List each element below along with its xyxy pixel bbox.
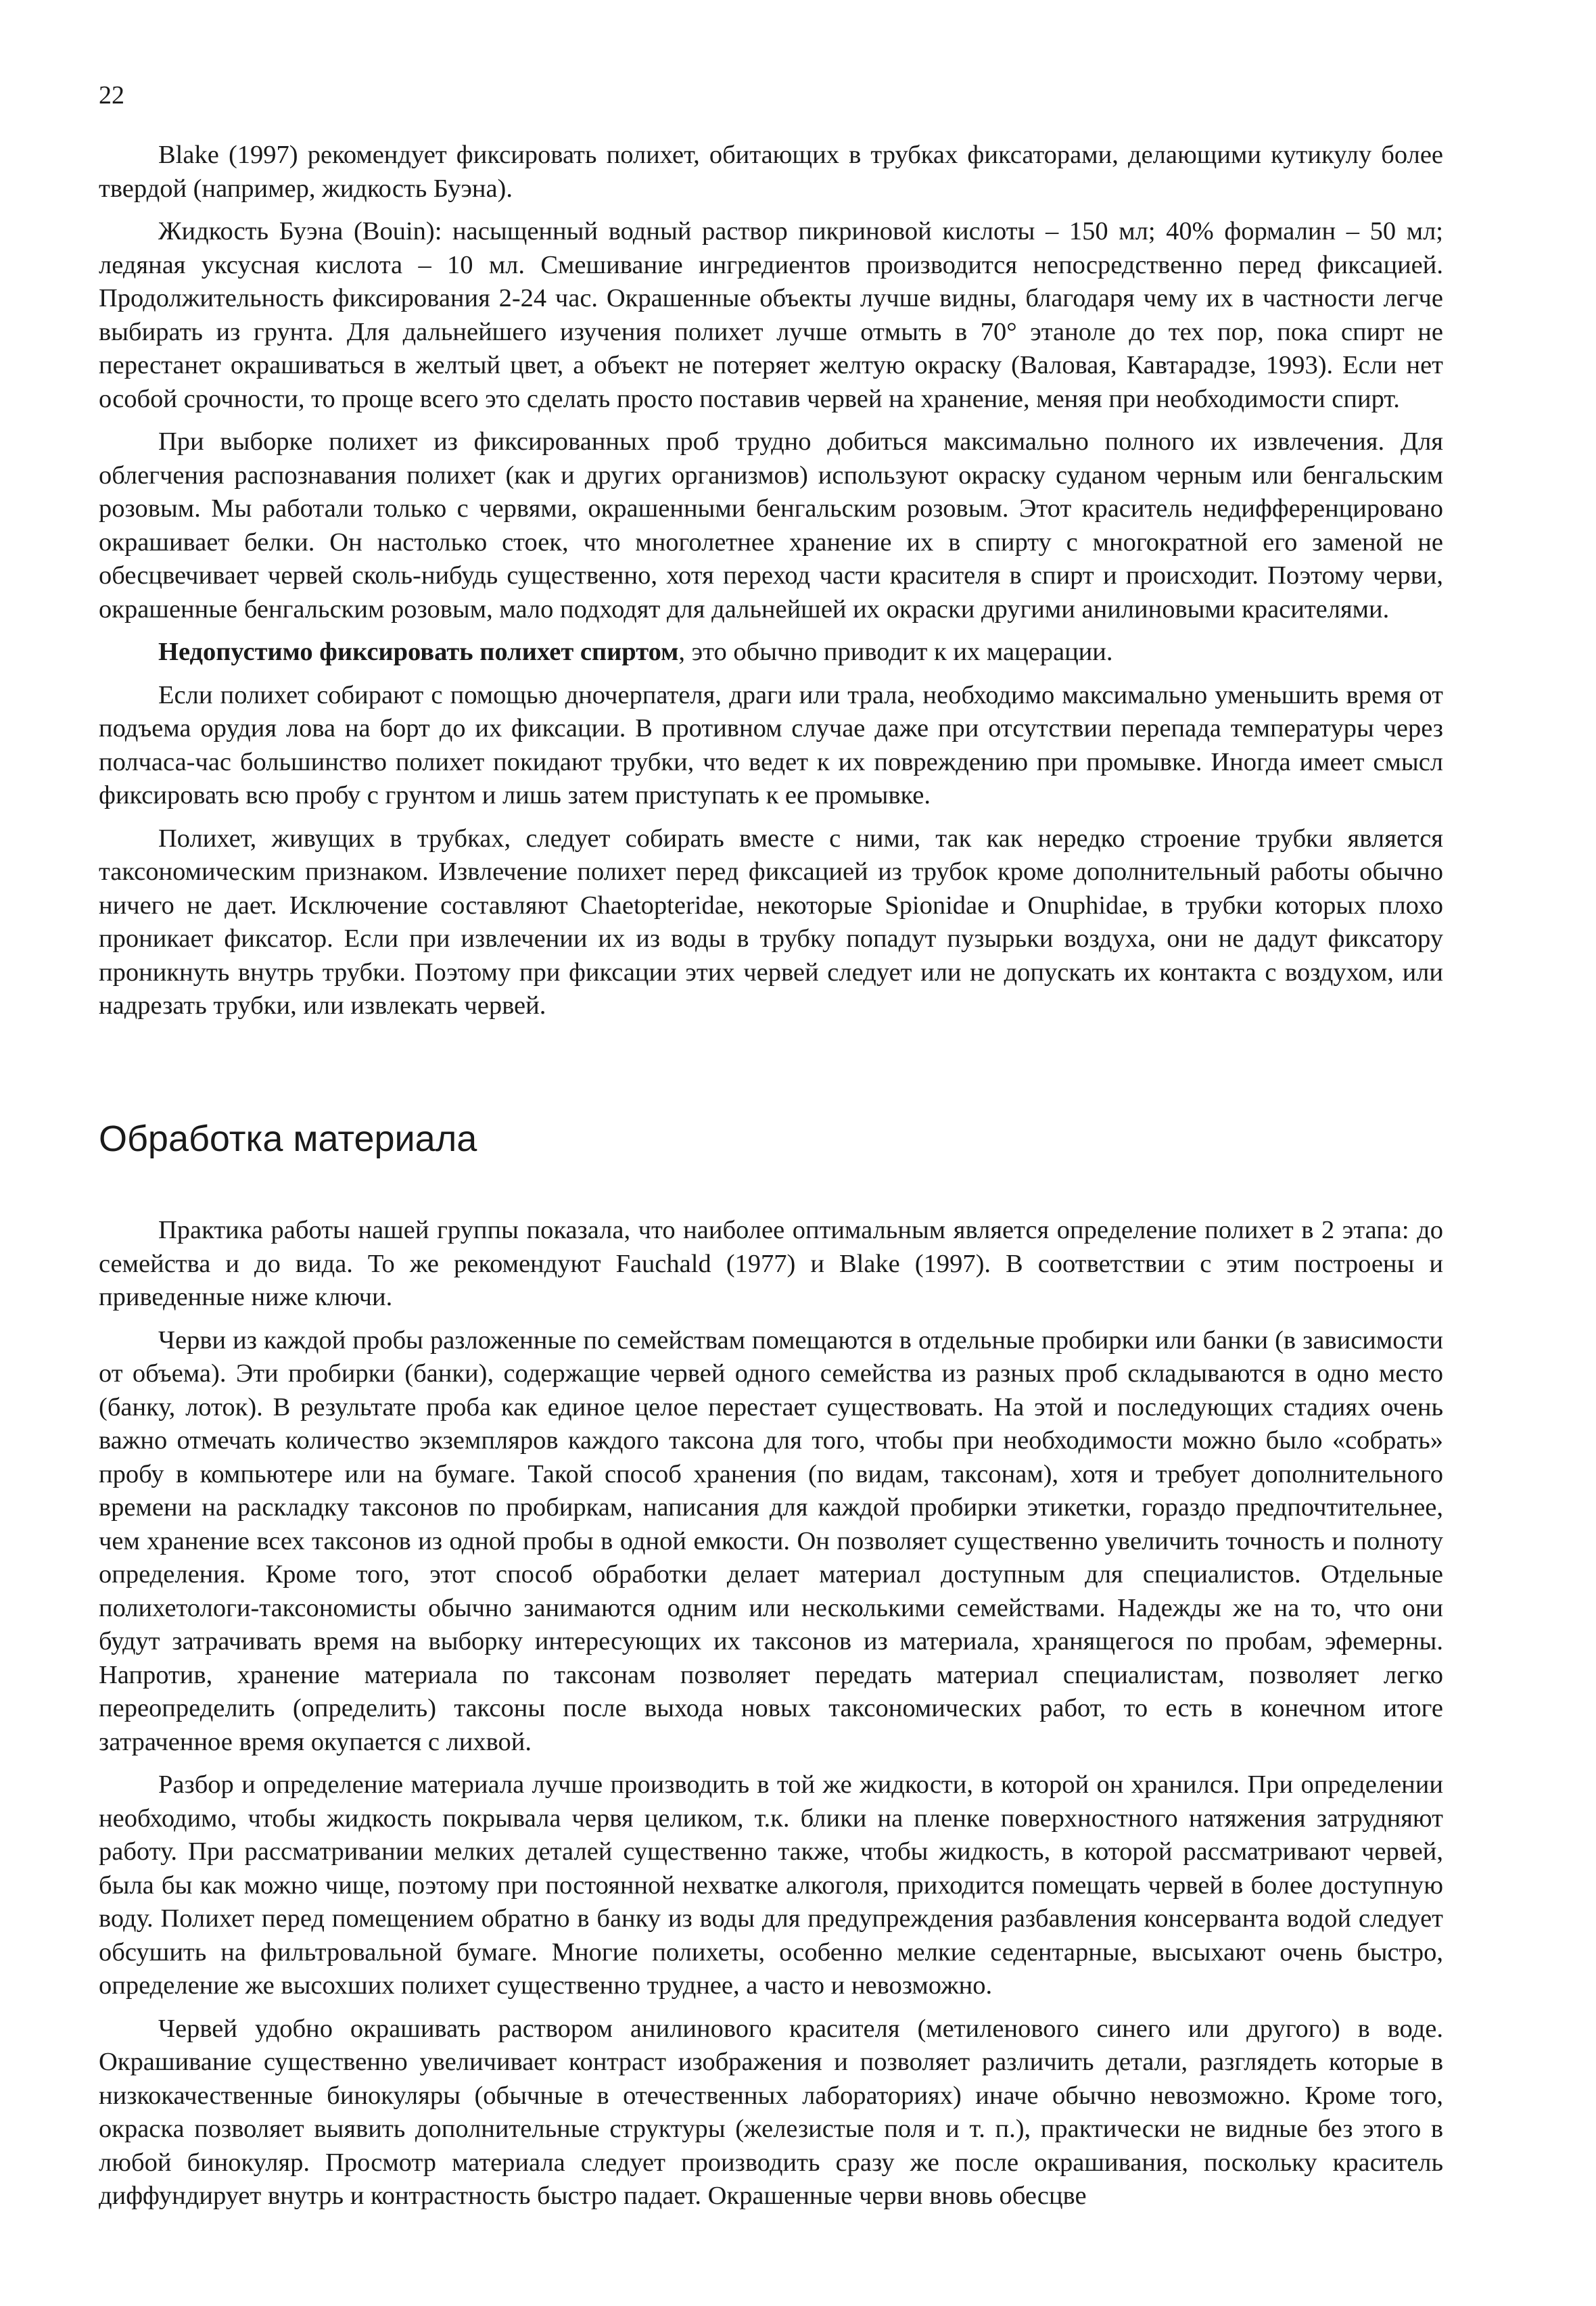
paragraph-warning [99,636,1443,669]
paragraph-bouin-fluid: Жидкость Буэна (Bouin): насыщенный водный раствор пикриновой кислоты – 150 мл; 40% формалин – 50 мл; ледяная уксусная кислота – 10 мл. Смешивание ингредиентов производится непосредственно перед фиксацией. Продолжительность фиксирования 2-24 час. Окрашенные объекты лучше видны, благодаря чему их в частности легче выбирать из грунта. Для дальнейшего изучения полихет лучше отмыть в 70° этаноле до тех пор, пока спирт не перестанет окрашиваться в желтый цвет, а объект не потеряет желтую окраску (Валовая, Кавтарадзе, 1993). Если нет особой срочности, то проще всего это сделать просто поставив червей на хранение, меняя при необходимости спирт. [99,217,1443,413]
paragraph-blake-fixation: Blake (1997) рекомендует фиксировать полихет, обитающих в трубках фиксаторами, делающими кутикулу более твердой (например, жидкость Буэна). [99,141,1443,203]
paragraph-dredge-collection: Если полихет собирают с помощью дночерпателя, драги или трала, необходимо максимально уменьшить время от подъема орудия лова на борт до их фиксации. В противном случае даже при отсутствии перепада температуры через полчаса-час большинство полихет покидают трубки, что ведет к их повреждению при промывке. Иногда имеет смысл фиксировать всю пробу с грунтом и лишь затем приступать к ее промывке. [99,680,1443,809]
section-heading: Обработка материала [99,1119,477,1159]
body-text-bottom [99,1214,1443,2213]
warning-rest-text: , это обычно приводит к их мацерации. [678,638,1113,666]
warning-bold-text: Недопустимо фиксировать полихет спиртом [158,638,679,666]
paragraph-aniline-staining: Червей удобно окрашивать раствором анилинового красителя (метиленового синего или другого) в воде. Окрашивание существенно увеличивает контраст изображения и позволяет различить детали, разглядеть которые в низкокачественные бинокуляры (обычные в отечественных лабораториях) иначе обычно невозможно. Кроме того, окраска позволяет выявить дополнительные структуры (железистые поля и т. п.), практически не видные без этого в любой бинокуляр. Просмотр материала следует производить сразу же после окрашивания, поскольку краситель диффундирует внутрь и контрастность быстро падает. Окрашенные черви вновь обесцве [99,2014,1443,2210]
paragraph-staining: При выборке полихет из фиксированных проб трудно добиться максимально полного их извлечения. Для облегчения распознавания полихет (как и других организмов) используют окраску суданом черным или бенгальским розовым. Мы работали только с червями, окрашенными бенгальским розовым. Этот краситель недифференцировано окрашивает белки. Он настолько стоек, что многолетнее хранение их в спирту с многократной его заменой не обесцвечивает червей сколь-нибудь существенно, хотя переход части красителя в спирт и происходит. Поэтому черви, окрашенные бенгальским розовым, мало подходят для дальнейшей их окраски другими анилиновыми красителями. [99,427,1443,623]
paragraph-two-stage-identification: Практика работы нашей группы показала, что наиболее оптимальным является определение полихет в 2 этапа: до семейства и до вида. То же рекомендуют Fauchald (1977) и Blake (1997). В соответствии с этим построены и приведенные ниже ключи. [99,1216,1443,1311]
paragraph-tube-dwellers: Полихет, живущих в трубках, следует собирать вместе с ними, так как нередко строение трубки является таксономическим признаком. Извлечение полихет перед фиксацией из трубок кроме дополнительный работы обычно ничего не дает. Исключение составляют Chaetopteridae, некоторые Spionidae и Onuphidae, в трубки которых плохо проникает фиксатор. Если при извлечении их из воды в трубку попадут пузырьки воздуха, они не дадут фиксатору проникнуть внутрь трубки. Поэтому при фиксации этих червей следует или не допускать их контакта с воздухом, или надрезать трубки, или извлекать червей. [99,824,1443,1020]
paragraph-sorting-liquid: Разбор и определение материала лучше производить в той же жидкости, в которой он хранился. При определении необходимо, чтобы жидкость покрывала червя целиком, т.к. блики на пленке поверхностного натяжения затрудняют работу. При рассматривании мелких деталей существенно также, чтобы жидкость, в которой рассматривают червей, была бы как можно чище, поэтому при постоянной нехватке алкоголя, приходится помещать червей в более доступную воду. Полихет перед помещением обратно в банку из воды для предупреждения разбавления консерванта водой следует обсушить на фильтровальной бумаге. Многие полихеты, особенно мелкие седентарные, высыхают очень быстро, определение же высохших полихет существенно труднее, а часто и невозможно. [99,1770,1443,2000]
page-number: 22 [99,81,124,110]
paragraph-storage-by-family: Черви из каждой пробы разложенные по семействам помещаются в отдельные пробирки или банки (в зависимости от объема). Эти пробирки (банки), содержащие червей одного семейства из разных проб складываются в одно место (банку, лоток). В результате проба как единое целое перестает существовать. На этой и последующих стадиях очень важно отмечать количество экземпляров каждого таксона для того, чтобы при необходимости можно было «собрать» пробу в компьютере или на бумаге. Такой способ хранения (по видам, таксонам), хотя и требует дополнительного времени на раскладку таксонов по пробиркам, написания для каждой пробирки этикетки, гораздо предпочтительнее, чем хранение всех таксонов из одной пробы в одной емкости. Он позволяет существенно увеличить точность и полноту определения. Кроме того, этот способ обработки делает материал доступным для специалистов. Отдельные полихетологи-таксономисты обычно занимаются одним или несколькими семействами. Надежды же на то, что они будут затрачивать время на выборку интересующих их таксонов из материала, хранящегося по пробам, эфемерны. Напротив, хранение материала по таксонам позволяет передать материал специалистам, позволяет легко переопределить (определить) таксоны после выхода новых таксономических работ, то есть в конечном итоге затраченное время окупается с лихвой. [99,1325,1443,1756]
body-text-top [99,139,1443,1023]
